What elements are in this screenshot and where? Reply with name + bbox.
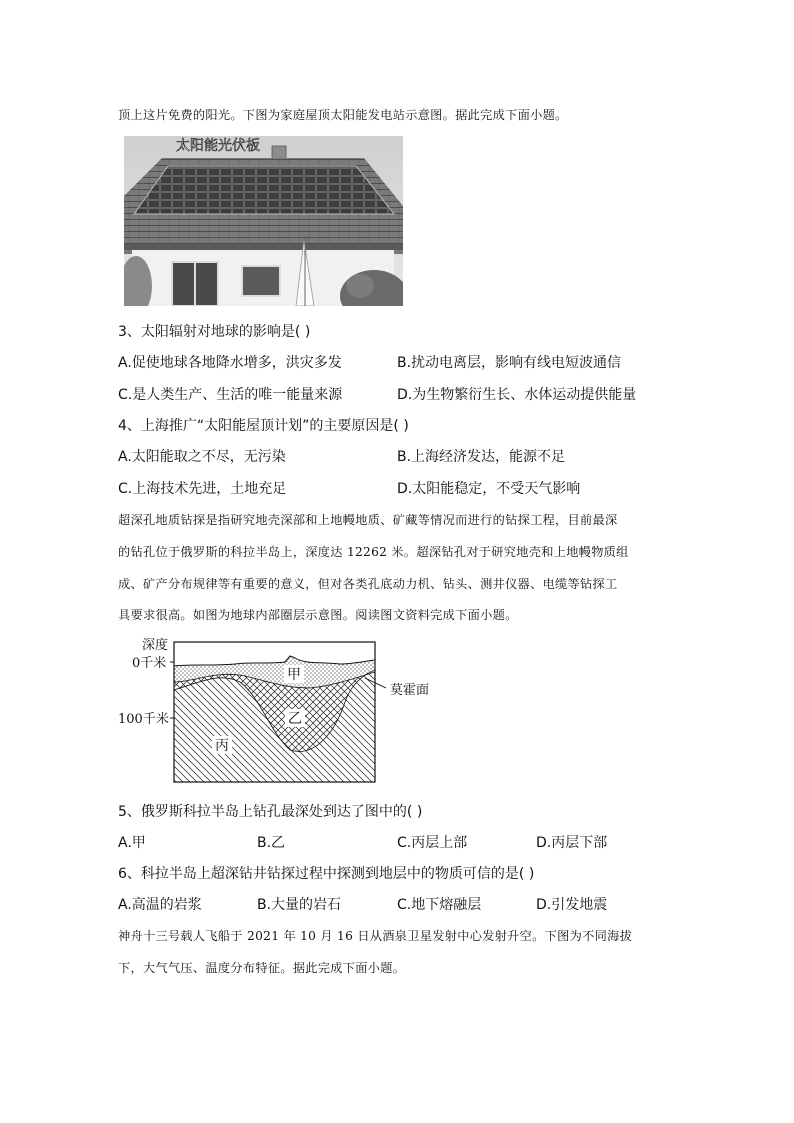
q4-option-a[interactable]: A.太阳能取之不尽，无污染 bbox=[118, 449, 286, 465]
q4-option-c[interactable]: C.上海技术先进，土地充足 bbox=[118, 481, 287, 497]
question-3-stem: 3、太阳辐射对地球的影响是( ) bbox=[118, 324, 311, 340]
intro-drilling-line-3: 成、矿产分布规律等有重要的意义，但对各类孔底动力机、钻头、测井仪器、电缆等钻探工 bbox=[118, 577, 618, 591]
q6-option-d[interactable]: D.引发地震 bbox=[536, 897, 608, 913]
q4-option-b[interactable]: B.上海经济发达，能源不足 bbox=[397, 449, 566, 465]
q3-option-a[interactable]: A.促使地球各地降水增多，洪灾多发 bbox=[118, 355, 342, 371]
intro-shenzhou-line-2: 下，大气气压、温度分布特征。据此完成下面小题。 bbox=[118, 961, 406, 975]
solar-panel-label: 太阳能光伏板 bbox=[176, 138, 260, 154]
q4-option-d[interactable]: D.太阳能稳定，不受天气影响 bbox=[397, 481, 581, 497]
earth-layers-diagram bbox=[110, 632, 440, 792]
intro-shenzhou-line-1: 神舟十三号载人飞船于 2021 年 10 月 16 日从酒泉卫星发射中心发射升空。下图为不同海拔 bbox=[118, 929, 633, 943]
intro-drilling-line-2: 的钻孔位于俄罗斯的科拉半岛上，深度达 12262 米。超深钻孔对于研究地壳和上地幔物质组 bbox=[118, 545, 629, 559]
q6-option-b[interactable]: B.大量的岩石 bbox=[257, 897, 342, 913]
solar-house-photo bbox=[124, 136, 403, 306]
q5-option-d[interactable]: D.丙层下部 bbox=[536, 835, 608, 851]
q6-option-a[interactable]: A.高温的岩浆 bbox=[118, 897, 202, 913]
q5-option-b[interactable]: B.乙 bbox=[257, 835, 286, 851]
layer-bing-label: 丙 bbox=[215, 738, 229, 754]
q6-option-c[interactable]: C.地下熔融层 bbox=[397, 897, 482, 913]
depth-100km-label: 100千米 bbox=[118, 712, 169, 727]
intro-drilling-line-1: 超深孔地质钻探是指研究地壳深部和上地幔地质、矿藏等情况而进行的钻探工程，目前最深 bbox=[118, 513, 618, 527]
question-4-stem: 4、上海推广“太阳能屋顶计划”的主要原因是( ) bbox=[118, 418, 409, 434]
q3-option-c[interactable]: C.是人类生产、生活的唯一能量来源 bbox=[118, 387, 343, 403]
layer-yi-label: 乙 bbox=[288, 711, 302, 727]
intro-solar: 顶上这片免费的阳光。下图为家庭屋顶太阳能发电站示意图。据此完成下面小题。 bbox=[118, 108, 568, 122]
solar-house-illustration bbox=[124, 136, 403, 306]
intro-drilling-line-4: 具要求很高。如图为地球内部圈层示意图。阅读图文资料完成下面小题。 bbox=[118, 608, 518, 622]
q5-option-a[interactable]: A.甲 bbox=[118, 835, 146, 851]
depth-axis-label: 深度 bbox=[142, 638, 169, 653]
question-5-stem: 5、俄罗斯科拉半岛上钻孔最深处到达了图中的( ) bbox=[118, 804, 423, 820]
depth-0km-label: 0千米 bbox=[132, 656, 167, 671]
q3-option-d[interactable]: D.为生物繁衍生长、水体运动提供能量 bbox=[397, 387, 637, 403]
q5-option-c[interactable]: C.丙层上部 bbox=[397, 835, 468, 851]
q3-option-b[interactable]: B.扰动电离层，影响有线电短波通信 bbox=[397, 355, 622, 371]
moho-label: 莫霍面 bbox=[390, 683, 430, 698]
question-6-stem: 6、科拉半岛上超深钻井钻探过程中探测到地层中的物质可信的是( ) bbox=[118, 866, 535, 882]
layer-jia-label: 甲 bbox=[287, 667, 301, 683]
